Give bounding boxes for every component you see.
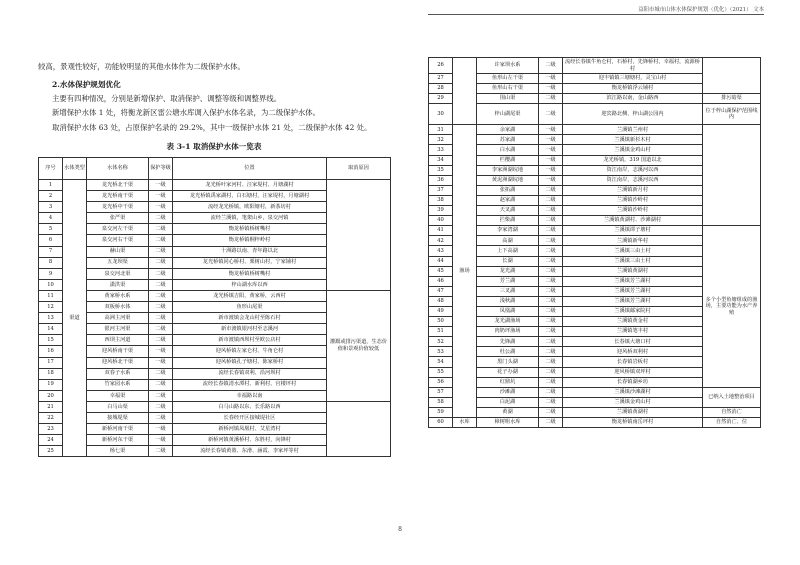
location-cell: 龙光桥镇同心桥村、栗树山村，宁家铺村 — [173, 257, 327, 268]
location-cell: 衡龙桥镇桥树嘴村 — [173, 268, 327, 279]
row-number-cell: 8 — [39, 257, 63, 268]
row-number-cell: 12 — [39, 302, 63, 313]
row-number-cell: 24 — [39, 435, 63, 446]
row-number-cell: 15 — [39, 335, 63, 346]
protection-level-cell: 二级 — [149, 246, 173, 257]
water-name-cell: 龙光桥南干渠 — [87, 191, 149, 202]
protection-level-cell: 二级 — [149, 379, 173, 390]
location-cell: 流经长春镇牛角仑村，石桥村，先锋桥村，幸福村，流源桥村 — [563, 58, 703, 74]
water-name-cell: 花子办湖 — [477, 367, 539, 377]
row-number-cell: 49 — [429, 306, 453, 316]
protection-level-cell: 二级 — [539, 337, 563, 347]
location-cell: 兰溪镇兰州村 — [563, 125, 703, 135]
cancel-reason-cell — [703, 125, 761, 226]
location-cell: 兰溪镇金鸡山村 — [563, 397, 703, 407]
protection-level-cell: 二级 — [539, 418, 563, 428]
location-cell: 流经兰溪镇，笔架山乡，泉交河镇 — [173, 213, 327, 224]
location-cell: 兰溪镇黄金村 — [563, 317, 703, 327]
location-cell: 长春镇湖乡坊 — [563, 377, 703, 387]
protection-level-cell: 二级 — [539, 58, 563, 74]
water-name-cell: 先锋湖 — [477, 337, 539, 347]
row-number-cell: 4 — [39, 213, 63, 224]
water-name-cell: 黄湖 — [477, 407, 539, 417]
protection-level-cell: 二级 — [539, 387, 563, 397]
row-number-cell: 1 — [39, 180, 63, 191]
water-name-cell: 泉交河左干渠 — [87, 224, 149, 235]
location-cell: 兰溪镇沙岭村 — [563, 206, 703, 216]
protection-level-cell: 二级 — [539, 195, 563, 205]
location-cell: 流经长春镇清水潭村、新利村、官楼坪村 — [173, 379, 327, 390]
table-row — [429, 104, 761, 125]
protection-level-cell: 二级 — [149, 401, 173, 412]
row-number-cell: 51 — [429, 327, 453, 337]
protection-level-cell: 一级 — [149, 202, 173, 213]
water-name-cell: 鱼形山左干渠 — [477, 74, 539, 84]
water-name-cell: 苏家湖 — [477, 135, 539, 145]
protection-level-cell: 一级 — [149, 346, 173, 357]
table-title: 表 3-1 取消保护水体一览表 — [166, 142, 262, 151]
water-name-cell: 杜公湖 — [477, 347, 539, 357]
location-cell: 迎风桥双利村 — [563, 347, 703, 357]
cancel-reason-cell: 已纳入土地整治项目 — [703, 387, 761, 407]
location-cell: 白马山路以东、长乐路以西 — [173, 401, 327, 412]
protection-level-cell: 二级 — [539, 286, 563, 296]
intro-line: 较高，景观性较好，功能较明显的其他水体作为二级保护水体。 — [38, 62, 245, 71]
location-cell: 滨江路以南，金山路西 — [563, 94, 703, 104]
protection-level-cell: 二级 — [539, 266, 563, 276]
protection-level-cell: 二级 — [149, 279, 173, 290]
location-cell: 十洲路以南、青年路以北 — [173, 246, 327, 257]
protection-level-cell: 二级 — [149, 335, 173, 346]
water-name-cell: 黑门头湖 — [477, 357, 539, 367]
cancel-reason-cell: 多个小型鱼塘组成的渔场，主要功能为水产养殖 — [703, 226, 761, 388]
location-cell: 兰溪镇芳兰湖村 — [563, 286, 703, 296]
protection-level-cell: 二级 — [539, 296, 563, 306]
row-number-cell: 37 — [429, 185, 453, 195]
protection-level-cell: 一级 — [149, 435, 173, 446]
water-name-cell: 长湖 — [477, 256, 539, 266]
location-cell: 兰溪镇沙滩湖村 — [563, 387, 703, 397]
location-cell: 迎风桥镇左家仑村、牛角仑村 — [173, 346, 327, 357]
location-cell: 迎丰镇镇三塘塘村，灵宝山村 — [563, 74, 703, 84]
row-number-cell: 17 — [39, 357, 63, 368]
water-name-cell: 凤凰湖 — [477, 306, 539, 316]
row-number-cell: 53 — [429, 347, 453, 357]
water-name-cell: 红鼎坑 — [477, 377, 539, 387]
water-name-cell: 上下高湖 — [477, 246, 539, 256]
table-row — [429, 407, 761, 417]
location-cell: 龙光桥镇，319 国道以北 — [563, 155, 703, 165]
protection-level-cell: 二级 — [149, 268, 173, 279]
protection-level-cell: 一级 — [539, 145, 563, 155]
water-name-cell: 赵家湖 — [477, 195, 539, 205]
water-name-cell: 张严渠 — [87, 213, 149, 224]
water-name-cell: 泉交河北渠 — [87, 268, 149, 279]
row-number-cell: 42 — [429, 236, 453, 246]
water-name-cell: 张拓湖 — [477, 185, 539, 195]
water-name-cell: 幸福渠 — [87, 390, 149, 401]
table-row — [429, 387, 761, 397]
location-cell: 兰溪镇新杉木村 — [563, 135, 703, 145]
row-number-cell: 50 — [429, 317, 453, 327]
table-row — [39, 401, 391, 412]
row-number-cell: 38 — [429, 195, 453, 205]
protection-level-cell: 二级 — [539, 317, 563, 327]
protection-level-cell: 二级 — [539, 327, 563, 337]
protection-level-cell: 二级 — [539, 236, 563, 246]
row-number-cell: 36 — [429, 175, 453, 185]
location-cell: 幸福路以南 — [173, 390, 327, 401]
row-number-cell: 44 — [429, 256, 453, 266]
protection-level-cell: 二级 — [539, 407, 563, 417]
location-cell: 资江南岸，志溪河以西 — [563, 165, 703, 175]
location-cell: 迎风桥镇孔子塘村、陈家桥村 — [173, 357, 327, 368]
location-cell: 兰溪镇笔丰村 — [563, 327, 703, 337]
water-name-cell: 银河主河渠 — [87, 324, 149, 335]
protection-level-cell: 二级 — [149, 302, 173, 313]
cancel-reason-cell: 自然消亡 — [703, 407, 761, 417]
water-name-cell: 西坝主河道 — [87, 335, 149, 346]
row-number-cell: 13 — [39, 313, 63, 324]
water-name-cell: 新桥河南干渠 — [87, 424, 149, 435]
location-cell: 龙光桥叶家河村、汪家堤村、月塘湖村 — [173, 180, 327, 191]
water-name-cell: 新桥河东干渠 — [87, 435, 149, 446]
protection-level-cell: 二级 — [539, 397, 563, 407]
protection-level-cell: 二级 — [539, 216, 563, 226]
row-number-cell: 31 — [429, 125, 453, 135]
water-name-cell: 高湖 — [477, 236, 539, 246]
protection-level-cell: 二级 — [149, 257, 173, 268]
location-cell: 梓山湖水库以西 — [173, 279, 327, 290]
protection-level-cell: 二级 — [539, 206, 563, 216]
row-number-cell: 6 — [39, 235, 63, 246]
header-rule — [428, 14, 764, 15]
row-number-cell: 48 — [429, 296, 453, 306]
page-header: 益阳市城市山体水体保护规划（优化）（2021） 文本 — [638, 7, 764, 13]
water-name-cell: 天叉湖 — [477, 206, 539, 216]
table-row — [39, 180, 391, 191]
water-name-cell: 白马山渠 — [87, 401, 149, 412]
water-name-cell: 鱼形山右干渠 — [477, 84, 539, 94]
header-cell: 保护等级 — [149, 158, 173, 180]
protection-level-cell: 一级 — [539, 165, 563, 175]
row-number-cell: 39 — [429, 206, 453, 216]
water-type-cell — [453, 58, 477, 125]
cancelled-water-table-left — [38, 157, 391, 457]
protection-level-cell: 一级 — [539, 175, 563, 185]
water-name-cell: 肉奶坪渔场 — [477, 327, 539, 337]
row-number-cell: 43 — [429, 246, 453, 256]
row-number-cell: 52 — [429, 337, 453, 347]
table-row — [39, 290, 391, 301]
section-heading: 2.水体保护规划优化 — [52, 79, 121, 89]
water-name-cell: 李家洲湖垸地 — [477, 165, 539, 175]
row-number-cell: 25 — [39, 446, 63, 457]
protection-level-cell: 一级 — [149, 191, 173, 202]
protection-level-cell: 二级 — [539, 306, 563, 316]
location-cell: 龙光桥镇禹家湖村，白石塘村，汪家堤村，月塘湖村 — [173, 191, 327, 202]
water-name-cell: 五龙坝渠 — [87, 257, 149, 268]
location-cell: 兰溪镇新华村 — [563, 236, 703, 246]
water-name-cell: 迎风桥北干渠 — [87, 357, 149, 368]
water-name-cell: 泉交河右干渠 — [87, 235, 149, 246]
header-cell: 位置 — [173, 158, 327, 180]
water-name-cell: 樟树咀水库 — [477, 418, 539, 428]
water-name-cell: 围山渠 — [477, 94, 539, 104]
location-cell: 兰溪镇金鸡山村 — [563, 145, 703, 155]
table-row — [429, 58, 761, 74]
protection-level-cell: 二级 — [149, 235, 173, 246]
protection-level-cell: 二级 — [539, 104, 563, 125]
water-name-cell: 梓山湖尾渠 — [477, 104, 539, 125]
water-name-cell: 拦柴湖 — [477, 216, 539, 226]
location-cell: 流经长春镇黄篮、东滑、涵霞、李家坪等村 — [173, 446, 327, 457]
protection-level-cell: 一级 — [149, 357, 173, 368]
water-name-cell: 余家湖 — [477, 125, 539, 135]
row-number-cell: 59 — [429, 407, 453, 417]
row-number-cell: 23 — [39, 424, 63, 435]
row-number-cell: 5 — [39, 224, 63, 235]
location-cell: 鱼形山尾渠 — [173, 302, 327, 313]
water-name-cell: 白泥湖 — [477, 397, 539, 407]
location-cell: 流经长春镇双利、沿河坝村 — [173, 368, 327, 379]
table-row — [429, 125, 761, 135]
water-name-cell: 白水湖 — [477, 145, 539, 155]
protection-level-cell: 二级 — [149, 213, 173, 224]
protection-level-cell: 二级 — [539, 246, 563, 256]
location-cell: 流经龙光桥镇，欧阳塘村，新茶坊村 — [173, 202, 327, 213]
row-number-cell: 22 — [39, 412, 63, 423]
protection-level-cell: 二级 — [149, 446, 173, 457]
water-name-cell: 沙滩湖 — [477, 387, 539, 397]
protection-level-cell: 二级 — [539, 377, 563, 387]
row-number-cell: 30 — [429, 104, 453, 125]
table-header-row — [39, 158, 391, 180]
protection-level-cell: 一级 — [149, 424, 173, 435]
cancelled-water-table-right — [428, 57, 761, 428]
row-number-cell: 11 — [39, 290, 63, 301]
location-cell: 兰溪镇邮家院村 — [563, 306, 703, 316]
protection-level-cell: 二级 — [539, 367, 563, 377]
row-number-cell: 14 — [39, 324, 63, 335]
protection-level-cell: 二级 — [539, 276, 563, 286]
header-cell: 水体名称 — [87, 158, 149, 180]
location-cell: 兰溪镇三由土村 — [563, 256, 703, 266]
protection-level-cell: 二级 — [149, 390, 173, 401]
location-cell: 长春镇大塘口村 — [563, 337, 703, 347]
protection-level-cell: 一级 — [149, 180, 173, 191]
protection-level-cell: 二级 — [539, 226, 563, 236]
water-name-cell: 接城堤渠 — [87, 412, 149, 423]
water-name-cell: 芳兰湖 — [477, 276, 539, 286]
row-number-cell: 35 — [429, 165, 453, 175]
water-name-cell: 迎风桥南干渠 — [87, 346, 149, 357]
row-number-cell: 7 — [39, 246, 63, 257]
row-number-cell: 41 — [429, 226, 453, 236]
row-number-cell: 16 — [39, 346, 63, 357]
cancel-reason-cell: 排污暗渠 — [703, 94, 761, 104]
header-cell: 序号 — [39, 158, 63, 180]
protection-level-cell: 二级 — [149, 368, 173, 379]
paragraph-1: 主要有四种情况，分别是新增保护、取消保护、调整等级和调整界线。 — [52, 93, 282, 103]
row-number-cell: 32 — [429, 135, 453, 145]
location-cell: 衡龙桥镇桥树嘴村 — [173, 224, 327, 235]
row-number-cell: 9 — [39, 268, 63, 279]
row-number-cell: 60 — [429, 418, 453, 428]
water-name-cell: 浅秋湖 — [477, 296, 539, 306]
protection-level-cell: 二级 — [149, 290, 173, 301]
location-cell: 新市渡镇银河村至志溪河 — [173, 324, 327, 335]
location-cell: 兰溪镇谭子塘村 — [563, 226, 703, 236]
protection-level-cell: 二级 — [149, 412, 173, 423]
protection-level-cell: 二级 — [149, 324, 173, 335]
row-number-cell: 26 — [429, 58, 453, 74]
location-cell: 新桥河镇凤凰村、艾星湾村 — [173, 424, 327, 435]
water-name-cell: 双板桥水体 — [87, 302, 149, 313]
row-number-cell: 20 — [39, 390, 63, 401]
protection-level-cell: 二级 — [149, 313, 173, 324]
row-number-cell: 46 — [429, 276, 453, 286]
row-number-cell: 28 — [429, 84, 453, 94]
row-number-cell: 45 — [429, 266, 453, 276]
location-cell: 新桥河镇黄溪桥村、东胜村，向锋村 — [173, 435, 327, 446]
water-name-cell: 龙光湖渔场 — [477, 317, 539, 327]
location-cell: 新市渡镇西坝村至欧公店村 — [173, 335, 327, 346]
location-cell: 资江南岸，志溪河以西 — [563, 175, 703, 185]
location-cell: 迎宾路北侧，梓山湖公园内 — [563, 104, 703, 125]
location-cell: 衡龙桥镇桐梓岭村 — [173, 235, 327, 246]
water-name-cell: 龙光湖 — [477, 266, 539, 276]
protection-level-cell: 二级 — [539, 185, 563, 195]
row-number-cell: 55 — [429, 367, 453, 377]
row-number-cell: 18 — [39, 368, 63, 379]
row-number-cell: 27 — [429, 74, 453, 84]
paragraph-2: 新增保护水体 1 处，将衡龙新区雷公塘水库调入保护水体名录，为二级保护水体。 — [52, 108, 321, 117]
water-name-cell: 赫山渠 — [87, 246, 149, 257]
row-number-cell: 21 — [39, 401, 63, 412]
row-number-cell: 19 — [39, 379, 63, 390]
row-number-cell: 10 — [39, 279, 63, 290]
water-name-cell: 三叉湖 — [477, 286, 539, 296]
protection-level-cell: 一级 — [539, 135, 563, 145]
water-name-cell: 黄家桥水系 — [87, 290, 149, 301]
location-cell: 兰溪镇黄湖村 — [563, 407, 703, 417]
row-number-cell: 3 — [39, 202, 63, 213]
protection-level-cell: 二级 — [539, 94, 563, 104]
location-cell: 衡龙桥镇南岳坪村 — [563, 418, 703, 428]
protection-level-cell: 二级 — [539, 347, 563, 357]
water-name-cell: 双春子水系 — [87, 368, 149, 379]
water-name-cell: 龙光桥北干渠 — [87, 180, 149, 191]
header-cell: 水体类型 — [63, 158, 87, 180]
left-column — [38, 60, 390, 457]
location-cell: 迎风桥镇双坪村 — [563, 367, 703, 377]
location-cell: 兰溪镇芳兰湖村 — [563, 276, 703, 286]
location-cell: 兰溪镇黄湖村 — [563, 266, 703, 276]
water-type-cell: 渠道 — [63, 180, 87, 457]
table-row — [429, 418, 761, 428]
header-cell: 取消原因 — [327, 158, 391, 180]
location-cell: 兰溪镇新月村 — [563, 185, 703, 195]
water-name-cell: 杨七渠 — [87, 446, 149, 457]
row-number-cell: 54 — [429, 357, 453, 367]
row-number-cell: 34 — [429, 155, 453, 165]
page-number: 8 — [398, 526, 402, 533]
cancel-reason-cell — [327, 401, 391, 456]
row-number-cell: 40 — [429, 216, 453, 226]
location-cell: 兰溪镇沙岭村 — [563, 195, 703, 205]
location-cell: 兰溪镇三由土村 — [563, 246, 703, 256]
row-number-cell: 29 — [429, 94, 453, 104]
water-name-cell: 龙光桥中干渠 — [87, 202, 149, 213]
protection-level-cell: 二级 — [539, 256, 563, 266]
water-name-cell: 黄泥洲湖垸地 — [477, 175, 539, 185]
water-type-cell: 水库 — [453, 418, 477, 428]
protection-level-cell: 二级 — [539, 357, 563, 367]
location-cell: 长春镇岩板村 — [563, 357, 703, 367]
row-number-cell: 2 — [39, 191, 63, 202]
water-name-cell: 竹家园水系 — [87, 379, 149, 390]
location-cell: 龙光桥镇吉阳，黄家桥，云西村 — [173, 290, 327, 301]
water-name-cell: 高洲主河渠 — [87, 313, 149, 324]
location-cell: 新市渡镇会龙山村至陈石村 — [173, 313, 327, 324]
protection-level-cell: 一级 — [539, 125, 563, 135]
water-type-cell: 渔场 — [453, 125, 477, 418]
water-name-cell: 栏樱湖 — [477, 155, 539, 165]
protection-level-cell: 一级 — [539, 155, 563, 165]
water-name-cell: 潇洪渠 — [87, 279, 149, 290]
cancel-reason-cell: 自然消亡、位 — [703, 418, 761, 428]
protection-level-cell: 一级 — [539, 84, 563, 94]
location-cell: 兰溪镇黄湖村、沙滩湖村 — [563, 216, 703, 226]
table-row — [429, 226, 761, 236]
paragraph-3: 取消保护水体 63 处，占原保护名录的 29.2%，其中一级保护水体 21 处，二级保护水体 42 处。 — [52, 122, 372, 132]
cancel-reason-cell — [703, 58, 761, 94]
location-cell: 兰溪镇芳兰湖村 — [563, 296, 703, 306]
row-number-cell: 47 — [429, 286, 453, 296]
location-cell: 衡龙桥镇浮云铺村 — [563, 84, 703, 94]
location-cell: 长春经开区接城堤社区 — [173, 412, 327, 423]
row-number-cell: 56 — [429, 377, 453, 387]
water-name-cell: 李家湾湖 — [477, 226, 539, 236]
cancel-reason-cell: 位于梓山湖保护范围线内 — [703, 104, 761, 125]
row-number-cell: 57 — [429, 387, 453, 397]
protection-level-cell: 一级 — [539, 74, 563, 84]
row-number-cell: 58 — [429, 397, 453, 407]
protection-level-cell: 二级 — [149, 224, 173, 235]
cancel-reason-cell — [327, 180, 391, 291]
row-number-cell: 33 — [429, 145, 453, 155]
cancel-reason-cell: 灌溉或排污渠道，生态价值和景观价值较低 — [327, 290, 391, 401]
water-name-cell: 许家坝水系 — [477, 58, 539, 74]
table-row — [429, 94, 761, 104]
